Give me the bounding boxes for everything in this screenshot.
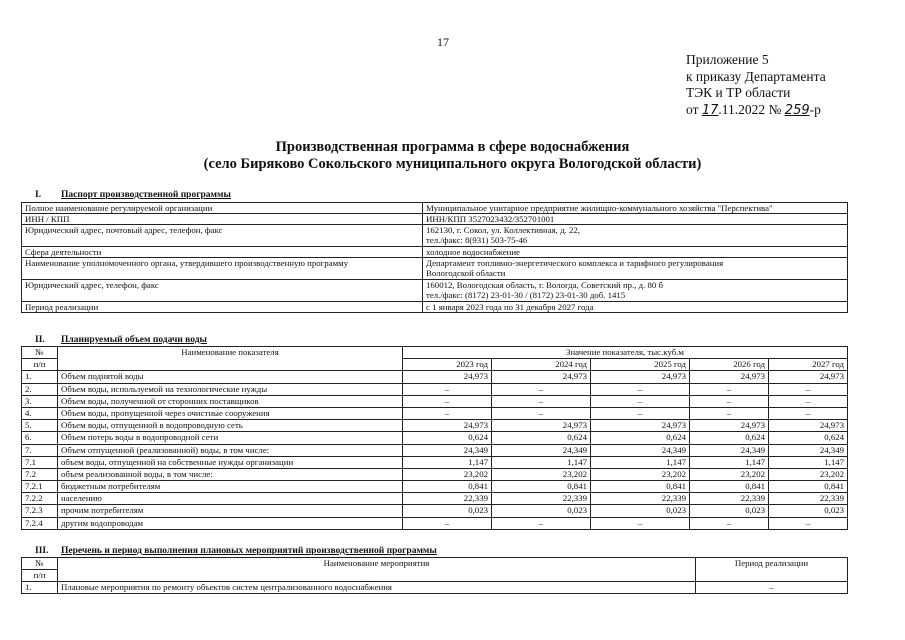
row-number: 1. [22,371,58,383]
indicator-value: 1,147 [769,456,848,468]
year-header: 2025 год [591,359,690,371]
row-number: 5. [22,420,58,432]
passport-value-line-1: 160012, Вологодская область, г. Вологда, Советский пр., д. 80 б [426,280,664,290]
table-row [22,203,848,214]
header-pn: п/п [22,359,58,371]
indicator-value: 1,147 [403,456,492,468]
indicator-value: 23,202 [591,468,690,480]
indicator-value: 24,973 [403,420,492,432]
water-volume-table [21,346,848,530]
order-date-line [686,102,826,120]
header-no: № [22,558,58,570]
table-row [22,468,848,480]
indicator-value: – [591,407,690,419]
year-header: 2026 год [690,359,769,371]
row-number: 7.2.1 [22,481,58,493]
header-value: Значение показателя, тыс.куб.м [403,347,848,359]
section-2-label: Планируемый объем подачи воды [61,335,207,345]
appendix-line-2: к приказу Департамента [686,68,826,84]
indicator-value: 0,023 [690,505,769,517]
passport-value: холодное водоснабжение [423,247,848,258]
indicator-value: – [492,395,591,407]
table-row [22,395,848,407]
table-row [22,371,848,383]
indicator-value: – [403,407,492,419]
section-3-number: III. [35,546,49,556]
passport-value-line-1: Департамент топливно-энергетического комплекса и тарифного регулирования [426,258,724,268]
indicator-value: 23,202 [690,468,769,480]
indicator-value: 1,147 [591,456,690,468]
indicator-name: другим водопроводам [58,517,403,529]
handwritten-order-number: 259 [784,102,810,118]
table-row [22,456,848,468]
table-row [22,258,848,280]
row-number: 3. [22,395,58,407]
indicator-value: – [690,383,769,395]
indicator-name: объем воды, отпущенной на собственные нужды организации [58,456,403,468]
passport-value-line-1: 162130, г. Сокол, ул. Коллективная, д. 22, [426,225,580,235]
passport-value-line-2: Вологодской области [426,268,506,278]
indicator-value: 0,841 [492,481,591,493]
passport-table [21,202,848,313]
indicator-name: Объем воды, пропущенной через очистные сооружения [58,407,403,419]
indicator-value: 22,339 [769,493,848,505]
passport-key: Период реализации [22,302,423,313]
date-rest: .11.2022 № [718,101,782,117]
passport-key: ИНН / КПП [22,214,423,225]
table-row [22,432,848,444]
indicator-name: объем реализованной воды, в том числе: [58,468,403,480]
indicator-value: – [403,395,492,407]
passport-key: Полное наименование регулируемой организации [22,203,423,214]
indicator-value: 23,202 [769,468,848,480]
date-prefix: от [686,101,699,117]
year-header: 2023 год [403,359,492,371]
indicator-value: 0,841 [690,481,769,493]
table-row [22,420,848,432]
indicator-name: бюджетным потребителям [58,481,403,493]
table-row [22,517,848,529]
indicator-value: – [403,383,492,395]
indicator-value: 0,023 [769,505,848,517]
indicator-value: 1,147 [492,456,591,468]
indicator-name: Объем отпущенной (реализованной) воды, в том числе: [58,444,403,456]
section-2-number: II. [35,335,45,345]
indicator-name: Объем воды, используемой на технологические нужды [58,383,403,395]
indicator-value: – [591,383,690,395]
passport-value [423,258,848,280]
passport-value: ИНН/КПП 3527023432/352701001 [423,214,848,225]
measure-period: – [696,582,848,594]
indicator-value: – [769,383,848,395]
row-number: 7.1 [22,456,58,468]
indicator-value: 0,624 [690,432,769,444]
header-name: Наименование показателя [58,347,403,371]
indicator-name: Объем воды, полученной от сторонних поставщиков [58,395,403,407]
indicator-value: 24,973 [403,371,492,383]
indicator-name: Объем воды, отпущенной в водопроводную сеть [58,420,403,432]
table-row [22,247,848,258]
document-subtitle: (село Биряково Сокольского муниципального округа Вологодской области) [203,156,702,172]
indicator-value: 1,147 [690,456,769,468]
indicator-value: 24,973 [769,420,848,432]
section-1-number: I. [35,190,42,200]
passport-value: Муниципальное унитарное предприятие жилищно-коммунального хозяйства "Перспектива" [423,203,848,214]
indicator-value: 0,624 [591,432,690,444]
passport-key: Юридический адрес, почтовый адрес, телефон, факс [22,225,423,247]
indicator-value: 24,973 [769,371,848,383]
indicator-value: 23,202 [492,468,591,480]
appendix-block [686,52,826,119]
indicator-value: – [769,395,848,407]
appendix-line-3: ТЭК и ТР области [686,85,791,100]
indicator-value: 24,973 [492,420,591,432]
indicator-value: 22,339 [492,493,591,505]
section-3-heading [35,546,437,556]
indicator-value: 0,841 [403,481,492,493]
indicator-name: населению [58,493,403,505]
table-row [22,225,848,247]
table-row [22,505,848,517]
passport-value: с 1 января 2023 года по 31 декабря 2027 года [423,302,848,313]
indicator-value: – [769,517,848,529]
header-row [22,558,848,570]
row-number: 4. [22,407,58,419]
header-period: Период реализации [696,558,848,582]
indicator-name: прочим потребителям [58,505,403,517]
row-number: 6. [22,432,58,444]
table-row [22,481,848,493]
indicator-value: 22,339 [690,493,769,505]
indicator-name: Объем потерь воды в водопроводной сети [58,432,403,444]
indicator-value: 24,349 [690,444,769,456]
header-no: № [22,347,58,359]
document-title: Производственная программа в сфере водоснабжения [275,139,630,155]
row-number: 7.2.2 [22,493,58,505]
indicator-value: 0,624 [492,432,591,444]
indicator-value: 0,023 [492,505,591,517]
row-number: 7.2.3 [22,505,58,517]
table-row [22,280,848,302]
table-row [22,383,848,395]
indicator-value: – [690,407,769,419]
indicator-value: – [591,395,690,407]
indicator-value: 24,973 [492,371,591,383]
indicator-value: 24,349 [403,444,492,456]
row-number: 7. [22,444,58,456]
indicator-value: 23,202 [403,468,492,480]
indicator-name: Объем поднятой воды [58,371,403,383]
indicator-value: – [492,383,591,395]
row-number: 2. [22,383,58,395]
indicator-value: 0,023 [403,505,492,517]
passport-value-line-2: тел./факс: 8(931) 503-75-46 [426,235,528,245]
row-number: 7.2 [22,468,58,480]
indicator-value: – [769,407,848,419]
table-row [22,444,848,456]
indicator-value: – [492,517,591,529]
indicator-value: 24,973 [591,371,690,383]
appendix-line-1: Приложение 5 [686,52,769,67]
passport-key: Сфера деятельности [22,247,423,258]
indicator-value: 0,624 [403,432,492,444]
table-row [22,214,848,225]
table-row [22,407,848,419]
page-number: 17 [437,35,449,49]
year-header: 2024 год [492,359,591,371]
section-2-heading [35,335,207,345]
measure-name: Плановые мероприятия по ремонту объектов систем централизованного водоснабжения [58,582,696,594]
order-suffix: -р [809,101,821,117]
row-number: 1. [22,582,58,594]
indicator-value: – [690,517,769,529]
indicator-value: – [403,517,492,529]
indicator-value: 0,023 [591,505,690,517]
passport-key: Наименование уполномоченного органа, утвердившего производственную программу [22,258,423,280]
indicator-value: 24,349 [591,444,690,456]
indicator-value: – [690,395,769,407]
passport-key: Юридический адрес, телефон, факс [22,280,423,302]
indicator-value: 24,349 [492,444,591,456]
section-3-label: Перечень и период выполнения плановых мероприятий производственной программы [61,546,437,556]
indicator-value: 24,973 [690,371,769,383]
section-1-heading [35,190,231,200]
indicator-value: 22,339 [403,493,492,505]
table-row [22,302,848,313]
row-number: 7.2.4 [22,517,58,529]
indicator-value: 22,339 [591,493,690,505]
indicator-value: 24,973 [591,420,690,432]
measures-table [21,557,848,594]
header-measure-name: Наименование мероприятия [58,558,696,582]
passport-value-line-2: тел./факс: (8172) 23-01-30 / (8172) 23-01-30 доб. 1415 [426,290,626,300]
passport-value [423,280,848,302]
indicator-value: 24,349 [769,444,848,456]
indicator-value: – [492,407,591,419]
year-header: 2027 год [769,359,848,371]
indicator-value: 0,841 [591,481,690,493]
indicator-value: 0,841 [769,481,848,493]
header-row [22,347,848,359]
passport-value [423,225,848,247]
table-row [22,582,848,594]
indicator-value: 0,624 [769,432,848,444]
handwritten-day: 17 [701,102,719,118]
indicator-value: – [591,517,690,529]
header-pn: п/п [22,570,58,582]
section-1-label: Паспорт производственной программы [61,190,231,200]
indicator-value: 24,973 [690,420,769,432]
table-row [22,493,848,505]
